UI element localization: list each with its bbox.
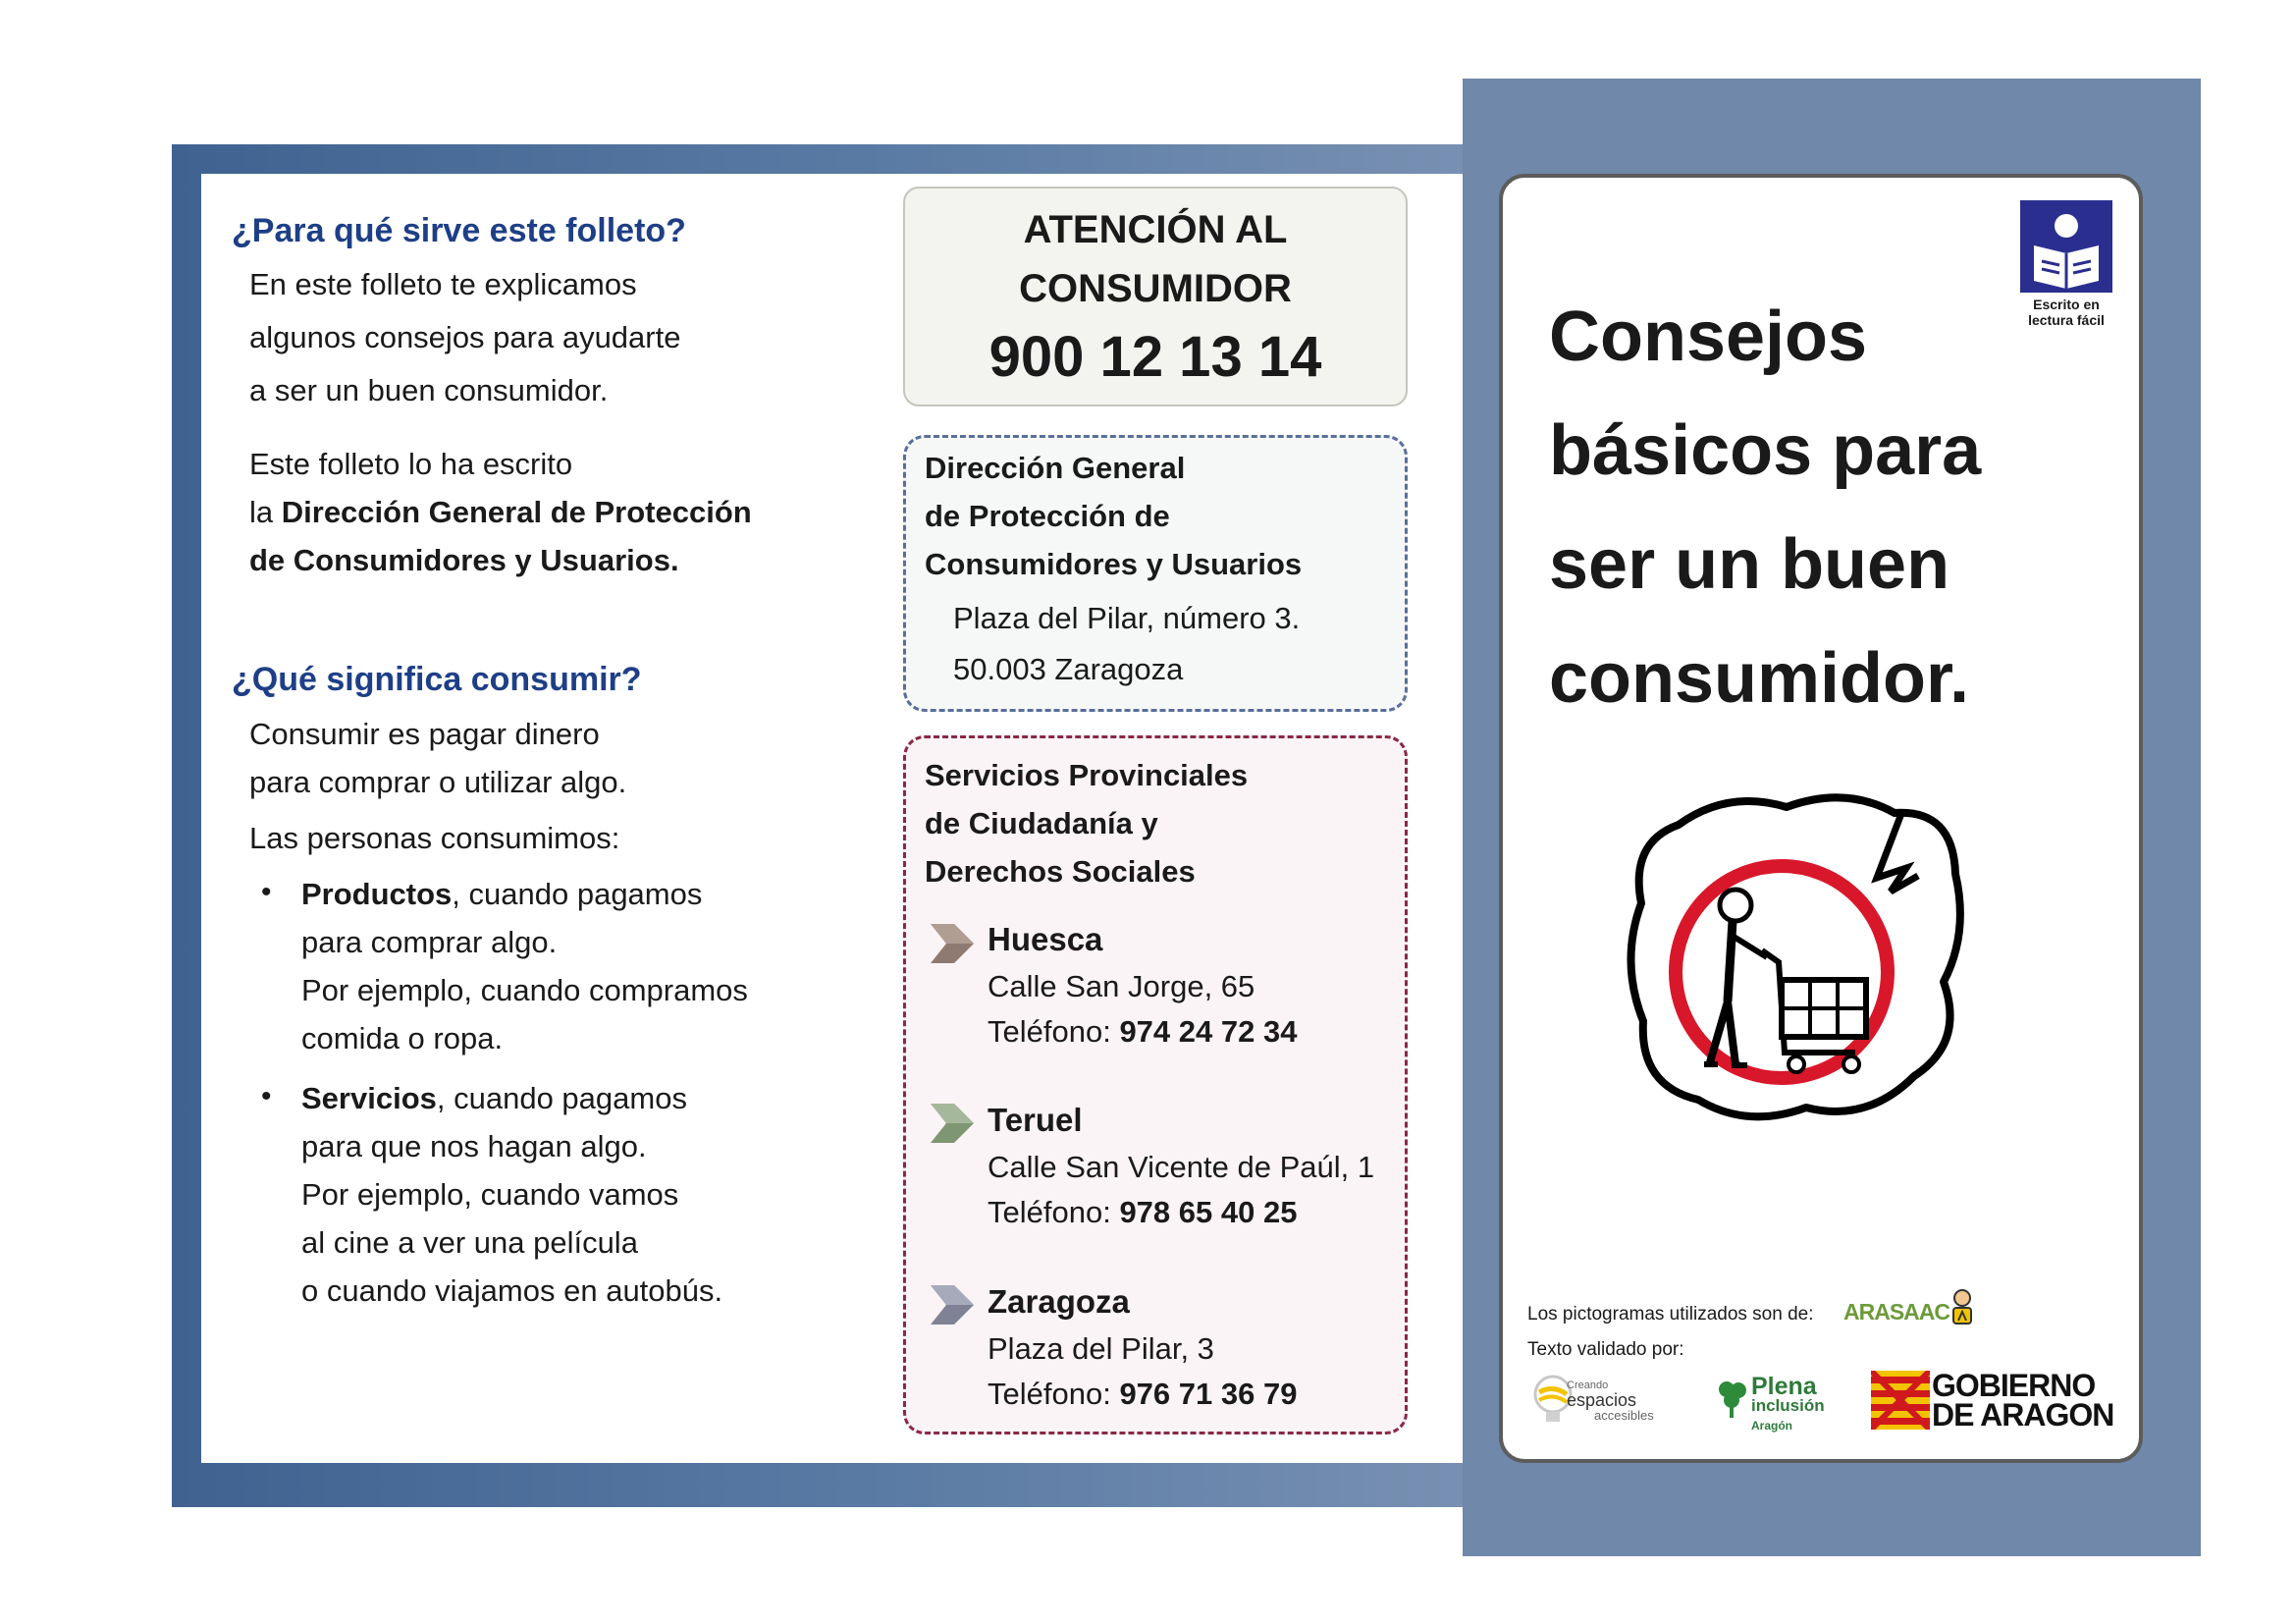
bullet-dot: • [261,1080,272,1112]
cover-title-line-2: básicos para [1549,411,1982,490]
chevron-marker-icon [927,1279,978,1330]
bullet-services: Servicios, cuando pagamos [301,1081,687,1115]
services-line-4: o cuando viajamos en autobús. [301,1273,723,1308]
cover-title-line-3: ser un buen [1549,525,1950,604]
author-line-1: Este folleto lo ha escrito [249,447,573,481]
plena-inclusion-leaf-icon [1716,1379,1749,1418]
easy-read-label: Escrito en lectura fácil [2028,297,2105,328]
hotline-number: 900 12 13 14 [988,325,1322,389]
office-city-zaragoza: Zaragoza [988,1283,1130,1320]
arasaac-logo: ARASAAC [1843,1299,1949,1325]
directorate-address-2: 50.003 Zaragoza [953,652,1184,686]
author-line-2: la Dirección General de Protección [249,495,752,529]
products-line-1: para comprar algo. [301,925,558,959]
services-line-3: al cine a ver una película [301,1225,638,1260]
consume-line-2: para comprar o utilizar algo. [249,765,627,799]
aragon-flag-icon [1871,1371,1930,1430]
directorate-line-1: Dirección General [925,451,1186,485]
consumer-hotline-box [903,187,1408,406]
gobierno-aragon-logo: GOBIERNO DE ARAGON [1932,1368,2114,1433]
validated-by-label: Texto validado por: [1527,1339,1684,1360]
author-line-3: de Consumidores y Usuarios. [249,543,679,577]
office-address-zaragoza: Plaza del Pilar, 3 [988,1331,1214,1366]
hotline-title-2: CONSUMIDOR [1019,267,1292,310]
directorate-line-3: Consumidores y Usuarios [925,547,1303,581]
products-line-2: Por ejemplo, cuando compramos [301,973,748,1007]
provincial-line-2: de Ciudadanía y [925,806,1158,840]
office-city-huesca: Huesca [988,921,1103,957]
office-phone-zaragoza: Teléfono: 976 71 36 79 [988,1377,1298,1411]
services-line-1: para que nos hagan algo. [301,1129,647,1163]
pictograms-credit: Los pictogramas utilizados son de: [1527,1304,1814,1325]
cover-title-line-1: Consejos [1549,298,1868,376]
chevron-marker-icon [927,1098,978,1149]
consumer-cart-pictogram-icon [1620,785,1973,1139]
consume-line-1: Consumir es pagar dinero [249,717,600,751]
office-city-teruel: Teruel [988,1102,1083,1138]
purpose-line-3: a ser un buen consumidor. [249,373,609,407]
directorate-line-2: de Protección de [925,499,1170,533]
espacios-accesibles-logo: Creando espacios accesibles [1567,1380,1654,1423]
arasaac-mascot-icon [1946,1288,1979,1327]
purpose-line-2: algunos consejos para ayudarte [249,320,681,354]
office-address-huesca: Calle San Jorge, 65 [988,969,1255,1003]
products-line-3: comida o ropa. [301,1021,504,1055]
bullet-dot: • [261,876,272,908]
office-address-teruel: Calle San Vicente de Paúl, 1 [988,1150,1375,1184]
office-phone-teruel: Teléfono: 978 65 40 25 [988,1195,1298,1229]
hotline-title-1: ATENCIÓN AL [1023,208,1288,251]
cover-title-line-4: consumidor. [1549,639,1970,718]
bullet-products: Productos, cuando pagamos [301,877,703,911]
purpose-line-1: En este folleto te explicamos [249,267,637,301]
provincial-line-1: Servicios Provinciales [925,758,1249,792]
section-heading-purpose: ¿Para qué sirve este folleto? [232,212,686,249]
plena-inclusion-logo: Plena inclusión Aragón [1751,1373,1825,1433]
directorate-address-1: Plaza del Pilar, número 3. [953,601,1301,635]
chevron-marker-icon [927,918,978,969]
services-line-2: Por ejemplo, cuando vamos [301,1177,679,1212]
easy-read-icon [2020,200,2112,293]
office-phone-huesca: Teléfono: 974 24 72 34 [988,1014,1298,1049]
provincial-line-3: Derechos Sociales [925,854,1196,889]
consume-line-3: Las personas consumimos: [249,821,620,855]
section-heading-consume: ¿Qué significa consumir? [232,661,642,698]
